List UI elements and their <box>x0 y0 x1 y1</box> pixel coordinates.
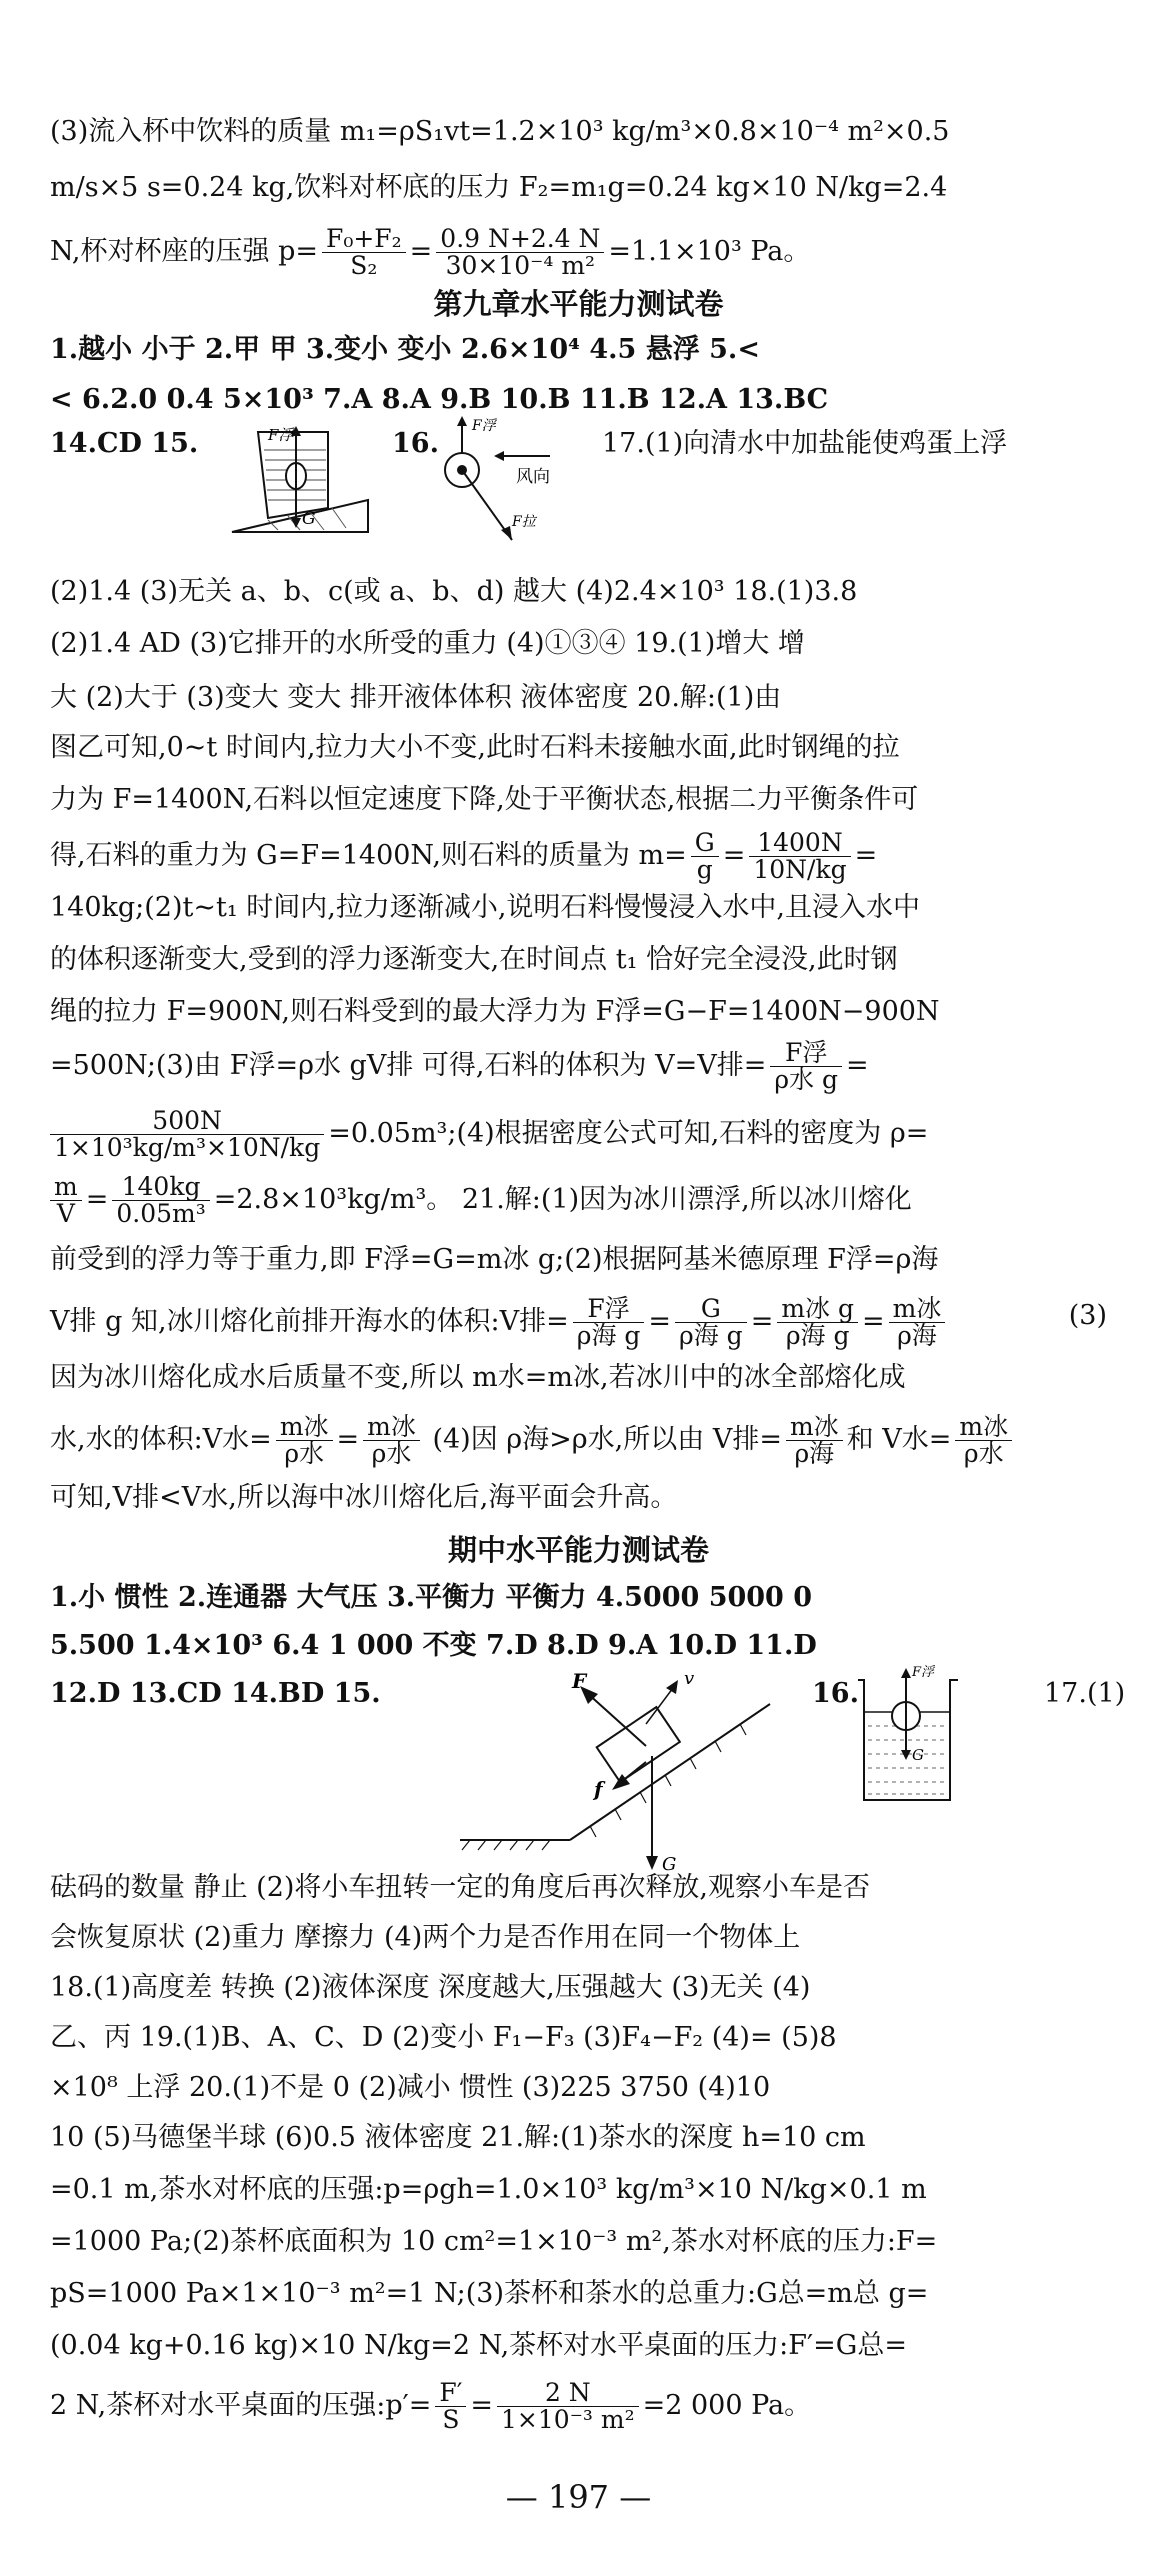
text-span: =2 000 Pa。 <box>642 2390 812 2421</box>
numerator: m冰 <box>276 1414 333 1441</box>
fraction <box>749 830 850 883</box>
fraction <box>889 1296 946 1349</box>
denominator: S₂ <box>350 251 378 280</box>
text-line: 图乙可知,0~t 时间内,拉力大小不变,此时石料未接触水面,此时钢绳的拉 <box>50 732 900 763</box>
fraction <box>50 1174 82 1227</box>
text-line: =1000 Pa;(2)茶杯底面积为 10 cm²=1×10⁻³ m²,茶水对杯底的压力:F= <box>50 2226 938 2257</box>
text-line: 大 (2)大于 (3)变大 变大 排开液体体积 液体密度 20.解:(1)由 <box>50 682 782 713</box>
force-label: F浮 <box>472 418 496 434</box>
numerator: F浮 <box>770 1040 842 1067</box>
denominator: ρ海 <box>897 1321 937 1350</box>
text-line: 2 N,茶杯对水平桌面的压强:p′= $\frac{F'}{S}$ = $\frac{2 N}{\text{1×10⁻³ m²}}$ =2 000 Pa。 <box>50 2378 812 2434</box>
text-line: (2)1.4 AD (3)它排开的水所受的重力 (4)①③④ 19.(1)增大 增 <box>50 628 805 659</box>
force-label: F浮 <box>268 426 294 444</box>
text-span: 得,石料的重力为 G=F=1400N,则石料的质量为 m= <box>50 840 687 871</box>
denominator: ρ海 g <box>576 1321 641 1350</box>
fraction <box>112 1174 209 1227</box>
text-line <box>50 1108 1107 1161</box>
text-span: =2.8×10³kg/m³。 21.解:(1)因为冰川漂浮,所以冰川熔化 <box>213 1184 912 1215</box>
figure-15-incline-cup <box>228 420 373 538</box>
fraction <box>363 1414 420 1467</box>
fraction <box>675 1296 747 1349</box>
numerator: F₀+F₂ <box>322 226 406 253</box>
text-line: 绳的拉力 F=900N,则石料受到的最大浮力为 F浮=G−F=1400N−900N <box>50 996 940 1027</box>
numerator: F浮 <box>573 1296 645 1323</box>
text-span: 17.(1) <box>1044 1678 1126 1709</box>
numerator: m冰 <box>363 1414 420 1441</box>
text-line: 18.(1)高度差 转换 (2)液体深度 深度越大,压强越大 (3)无关 (4) <box>50 1972 811 2003</box>
numerator: 1400N <box>749 830 850 857</box>
numerator: 2 N <box>497 2380 639 2407</box>
text-line: =0.1 m,茶水对杯底的压强:p=ρgh=1.0×10³ kg/m³×10 N/kg×0.1 m <box>50 2174 927 2205</box>
figure-16-ball-in-beaker <box>850 1660 970 1810</box>
figure-15-block-on-slope <box>450 1660 780 1880</box>
text-span: 17.(1)向清水中加盐能使鸡蛋上浮 <box>602 428 1008 459</box>
page-number: — 197 — <box>505 2478 652 2516</box>
numerator: 500N <box>50 1108 324 1135</box>
text-span: = <box>846 1050 869 1081</box>
text-span: (4)因 ρ海>ρ水,所以由 V排= <box>432 1424 782 1455</box>
text-line: ×10⁸ 上浮 20.(1)不是 0 (2)减小 惯性 (3)225 3750 (4)10 <box>50 2072 771 2103</box>
numerator: 140kg <box>112 1174 209 1201</box>
fraction <box>276 1414 333 1467</box>
figure-16-balloon-wind <box>420 410 570 550</box>
numerator: G <box>691 830 719 857</box>
denominator: ρ水 <box>284 1439 325 1468</box>
text-span: 2 N,茶杯对水平桌面的压强:p′= <box>50 2390 432 2421</box>
denominator: ρ水 g <box>774 1065 838 1094</box>
text-span: 16. <box>812 1678 859 1709</box>
force-label: f <box>594 1777 603 1801</box>
text-line: 会恢复原状 (2)重力 摩擦力 (4)两个力是否作用在同一个物体上 <box>50 1922 801 1953</box>
text-span: =500N;(3)由 F浮=ρ水 gV排 可得,石料的体积为 V=V排= <box>50 1050 767 1081</box>
fraction <box>435 2380 466 2433</box>
denominator: 0.05m³ <box>116 1199 206 1228</box>
text-span: N,杯对杯座的压强 p= <box>50 236 318 267</box>
numerator: m <box>50 1174 82 1201</box>
numerator: m冰 <box>786 1414 843 1441</box>
fraction <box>955 1414 1012 1467</box>
text-span: 14.CD 15. <box>50 428 199 459</box>
text-span: 和 V水= <box>846 1424 952 1455</box>
text-span: =0.05m³;(4)根据密度公式可知,石料的密度为 ρ= <box>328 1118 929 1149</box>
denominator: 1×10³kg/m³×10N/kg <box>54 1133 321 1162</box>
text-span: 12.D 13.CD 14.BD 15. <box>50 1678 381 1709</box>
text-line: (0.04 kg+0.16 kg)×10 N/kg=2 N,茶杯对水平桌面的压力:F′=G总= <box>50 2330 907 2361</box>
fraction <box>322 226 406 279</box>
text-line: 1.越小 小于 2.甲 甲 3.变小 变小 2.6×10⁴ 4.5 悬浮 5.< <box>50 334 760 365</box>
text-line: 前受到的浮力等于重力,即 F浮=G=m冰 g;(2)根据阿基米德原理 F浮=ρ海 <box>50 1244 939 1275</box>
text-line: $\frac{m}{V}$ = $\frac{140kg}{\text{0.05m³}}$ =2.8×10³kg/m³。 21.解:(1)因为冰川漂浮,所以冰川熔化 <box>50 1174 1107 1227</box>
text-line: 1.小 惯性 2.连通器 大气压 3.平衡力 平衡力 4.5000 5000 0 <box>50 1582 813 1613</box>
text-span: 水,水的体积:V水= <box>50 1424 272 1455</box>
text-line: < 6.2.0 0.4 5×10³ 7.A 8.A 9.B 10.B 11.B 12.A 13.BC <box>50 384 829 415</box>
text-line: 的体积逐渐变大,受到的浮力逐渐变大,在时间点 t₁ 恰好完全浸没,此时钢 <box>50 944 898 975</box>
text-line: 10 (5)马德堡半球 (6)0.5 液体密度 21.解:(1)茶水的深度 h=10 cm <box>50 2122 866 2153</box>
text-line: N,杯对杯座的压强 p= $\frac{\text{F₀+F₂}}{\text{S₂}}$ = $\frac{0.9 N+2.4 N}{\text{30×10⁻⁴ m²}}$ =1.1×10³ Pa。 <box>50 224 811 280</box>
text-span: 16. <box>392 428 439 459</box>
denominator: ρ海 g <box>679 1321 743 1350</box>
denominator: 1×10⁻³ m² <box>501 2405 635 2434</box>
text-line: 力为 F=1400N,石料以恒定速度下降,处于平衡状态,根据二力平衡条件可 <box>50 784 919 815</box>
text-line: pS=1000 Pa×1×10⁻³ m²=1 N;(3)茶杯和茶水的总重力:G总=m总 g= <box>50 2278 929 2309</box>
denominator: ρ水 <box>371 1439 412 1468</box>
fraction <box>50 1108 324 1161</box>
denominator: 30×10⁻⁴ m² <box>445 251 596 280</box>
text-line: (2)1.4 (3)无关 a、b、c(或 a、b、d) 越大 (4)2.4×10³ 18.(1)3.8 <box>50 576 858 607</box>
fraction <box>573 1296 645 1349</box>
denominator: ρ海 <box>794 1439 835 1468</box>
text-span: V排 g 知,冰川熔化前排开海水的体积:V排= <box>50 1306 569 1337</box>
denominator: g <box>696 855 713 884</box>
numerator: F′ <box>435 2380 466 2407</box>
force-label: F拉 <box>512 514 536 530</box>
fraction <box>436 226 604 279</box>
velocity-label: v <box>684 1668 695 1689</box>
force-label: G <box>662 1854 677 1875</box>
text-line: 可知,V排<V水,所以海中冰川熔化后,海平面会升高。 <box>50 1482 678 1513</box>
numerator: 0.9 N+2.4 N <box>436 226 604 253</box>
text-line: 5.500 1.4×10³ 6.4 1 000 不变 7.D 8.D 9.A 10.D 11.D <box>50 1630 817 1661</box>
text-line: 水,水的体积:V水= $\frac{\text{m冰}}{\text{ρ水}}$ = $\frac{\text{m冰}}{\text{ρ水}}$ (4)因 ρ海>ρ水,所以由 V排= $\frac{\text{m冰}}{\text{ρ海}}$ 和 V水= $\frac{\text{m冰}}{\text{ρ水}}$ <box>50 1414 1107 1467</box>
fraction <box>770 1040 842 1093</box>
denominator: ρ水 <box>963 1439 1004 1468</box>
fraction <box>786 1414 843 1467</box>
numerator: m冰 <box>889 1296 946 1323</box>
text-line: m/s×5 s=0.24 kg,饮料对杯底的压力 F₂=m₁g=0.24 kg×10 N/kg=2.4 <box>50 172 948 203</box>
text-line: V排 g 知,冰川熔化前排开海水的体积:V排= $\frac{\text{F浮}}{\text{ρ海 g}}$ = $\frac{G}{\text{ρ海 g}}$ = $\frac{\text{m冰 g}}{\text{ρ海 g}}$ = $\frac{\text{m冰}}{\text{ρ海}}$ (3) <box>50 1294 1107 1350</box>
section-title: 期中水平能力测试卷 <box>447 1533 709 1567</box>
denominator: V <box>56 1199 75 1228</box>
force-label: F浮 <box>912 1665 935 1680</box>
wind-label: 风向 <box>516 467 550 487</box>
text-span: =1.1×10³ Pa。 <box>608 236 811 267</box>
text-line <box>50 1040 1107 1093</box>
numerator: m冰 <box>955 1414 1012 1441</box>
text-line: 因为冰川熔化成水后质量不变,所以 m水=m冰,若冰川中的冰全部熔化成 <box>50 1362 906 1393</box>
numerator: m冰 g <box>777 1296 858 1323</box>
text-line: 乙、丙 19.(1)B、A、C、D (2)变小 F₁−F₃ (3)F₄−F₂ (4)= (5)8 <box>50 2022 837 2053</box>
text-line: 得,石料的重力为 G=F=1400N,则石料的质量为 m= $\frac{G}{g}$ = $\frac{1400N}{10N/kg}$ = <box>50 828 878 884</box>
force-label: G <box>912 1746 924 1764</box>
denominator: ρ海 g <box>785 1321 850 1350</box>
section-title: 第九章水平能力测试卷 <box>433 287 724 321</box>
text-line: (3)流入杯中饮料的质量 m₁=ρS₁vt=1.2×10³ kg/m³×0.8×10⁻⁴ m²×0.5 <box>50 116 950 147</box>
denominator: 10N/kg <box>753 855 847 884</box>
text-line: 140kg;(2)t~t₁ 时间内,拉力逐渐减小,说明石料慢慢浸入水中,且浸入水中 <box>50 892 920 923</box>
fraction <box>777 1296 858 1349</box>
text-line: 砝码的数量 静止 (2)将小车扭转一定的角度后再次释放,观察小车是否 <box>50 1872 870 1903</box>
fraction <box>497 2380 639 2433</box>
text-line <box>50 424 1107 464</box>
fraction <box>691 830 719 883</box>
numerator: G <box>675 1296 747 1323</box>
force-label: F <box>572 1669 587 1693</box>
denominator: S <box>442 2405 460 2434</box>
force-label: G <box>302 509 316 529</box>
text-span: (3) <box>1068 1300 1107 1331</box>
text-span: = <box>854 840 878 871</box>
